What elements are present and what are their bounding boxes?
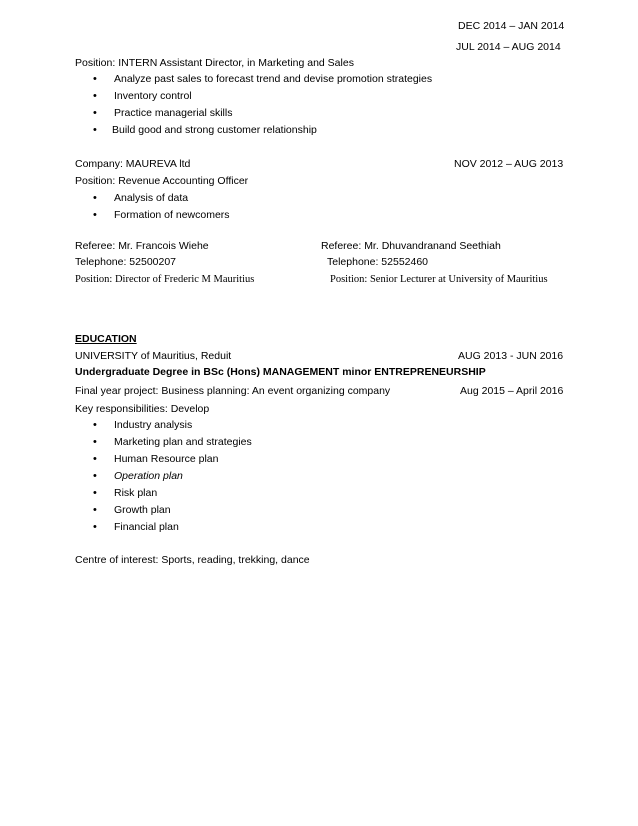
- job1-bullet: Build good and strong customer relationship: [112, 124, 317, 136]
- bullet-icon: •: [93, 419, 97, 431]
- bullet-icon: •: [93, 192, 97, 204]
- education-bullet: Risk plan: [114, 487, 158, 499]
- job2-bullet: Analysis of data: [114, 192, 189, 204]
- education-heading: EDUCATION: [75, 333, 137, 345]
- project-date-range: Aug 2015 – April 2016: [460, 385, 564, 397]
- job2-position: Position: Revenue Accounting Officer: [75, 175, 249, 187]
- bullet-icon: •: [93, 90, 97, 102]
- education-bullet: Operation plan: [114, 470, 183, 482]
- referee-2-name: Referee: Mr. Dhuvandranand Seethiah: [321, 240, 501, 252]
- university-name: UNIVERSITY of Mauritius, Reduit: [75, 350, 232, 362]
- job1-bullet: Analyze past sales to forecast trend and devise promotion strategies: [114, 73, 433, 85]
- bullet-icon: •: [93, 521, 97, 533]
- education-bullet: Marketing plan and strategies: [114, 436, 252, 448]
- bullet-icon: •: [93, 504, 97, 516]
- centre-of-interest: Centre of interest: Sports, reading, trekking, dance: [75, 554, 310, 566]
- job1-bullet: Practice managerial skills: [114, 107, 233, 119]
- bullet-icon: •: [93, 107, 97, 119]
- bullet-icon: •: [93, 124, 97, 136]
- bullet-icon: •: [93, 453, 97, 465]
- job1-position: Position: INTERN Assistant Director, in Marketing and Sales: [75, 57, 354, 69]
- education-bullet: Industry analysis: [114, 419, 193, 431]
- final-year-project: Final year project: Business planning: An event organizing company: [75, 385, 391, 397]
- bullet-icon: •: [93, 436, 97, 448]
- job1-date-range-1: DEC 2014 – JAN 2014: [458, 20, 565, 32]
- job1-date-range-2: JUL 2014 – AUG 2014: [456, 41, 561, 53]
- bullet-icon: •: [93, 209, 97, 221]
- referee-1-telephone: Telephone: 52500207: [75, 256, 177, 268]
- bullet-icon: •: [93, 73, 97, 85]
- referee-2-position: Position: Senior Lecturer at University of Mauritius: [330, 274, 548, 285]
- referee-1-position: Position: Director of Frederic M Mauritius: [75, 274, 255, 285]
- referee-1-name: Referee: Mr. Francois Wiehe: [75, 240, 209, 252]
- university-date-range: AUG 2013 - JUN 2016: [458, 350, 564, 362]
- education-bullet: Financial plan: [114, 521, 179, 533]
- education-bullet: Human Resource plan: [114, 453, 219, 465]
- bullet-icon: •: [93, 487, 97, 499]
- job2-date-range: NOV 2012 – AUG 2013: [454, 158, 564, 170]
- job1-bullet: Inventory control: [114, 90, 192, 102]
- degree-title: Undergraduate Degree in BSc (Hons) MANAGEMENT minor ENTREPRENEURSHIP: [75, 366, 486, 378]
- job2-company: Company: MAUREVA ltd: [75, 158, 191, 170]
- referee-2-telephone: Telephone: 52552460: [327, 256, 429, 268]
- responsibilities-label: Key responsibilities: Develop: [75, 403, 210, 415]
- education-bullet: Growth plan: [114, 504, 171, 516]
- job2-bullet: Formation of newcomers: [114, 209, 230, 221]
- bullet-icon: •: [93, 470, 97, 482]
